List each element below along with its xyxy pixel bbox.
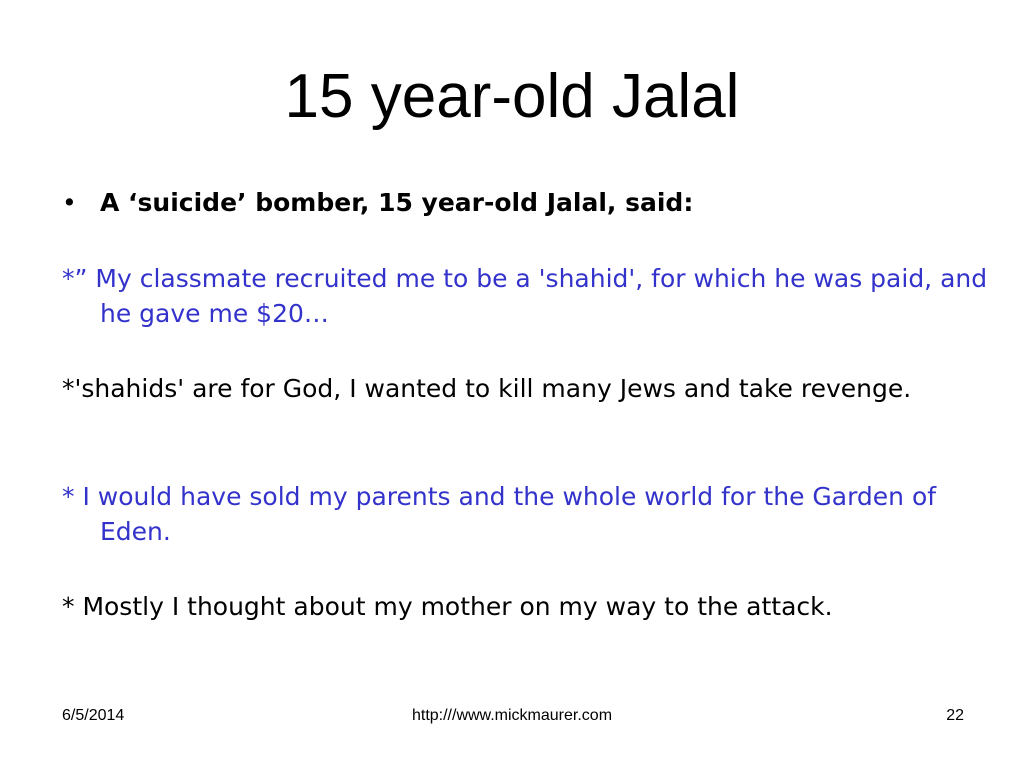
quote-paragraph-4: * Mostly I thought about my mother on my way to the attack. [62, 592, 833, 621]
bullet-text: A ‘suicide’ bomber, 15 year-old Jalal, said: [100, 188, 694, 217]
quote-paragraph-3: * I would have sold my parents and the whole world for the Garden of Eden. [62, 482, 937, 546]
slide-title: 15 year-old Jalal [284, 62, 740, 131]
quote-paragraph-2: *'shahids' are for God, I wanted to kill many Jews and take revenge. [62, 374, 912, 403]
quote-paragraph-1: *” My classmate recruited me to be a 'shahid', for which he was paid, and he gave me $20… [62, 264, 988, 328]
bullet-item [62, 185, 962, 220]
bullet-marker: • [62, 188, 77, 217]
footer-url[interactable]: http:///www.mickmaurer.com [411, 707, 613, 724]
footer-date: 6/5/2014 [62, 707, 125, 724]
slide-number: 22 [946, 707, 964, 724]
